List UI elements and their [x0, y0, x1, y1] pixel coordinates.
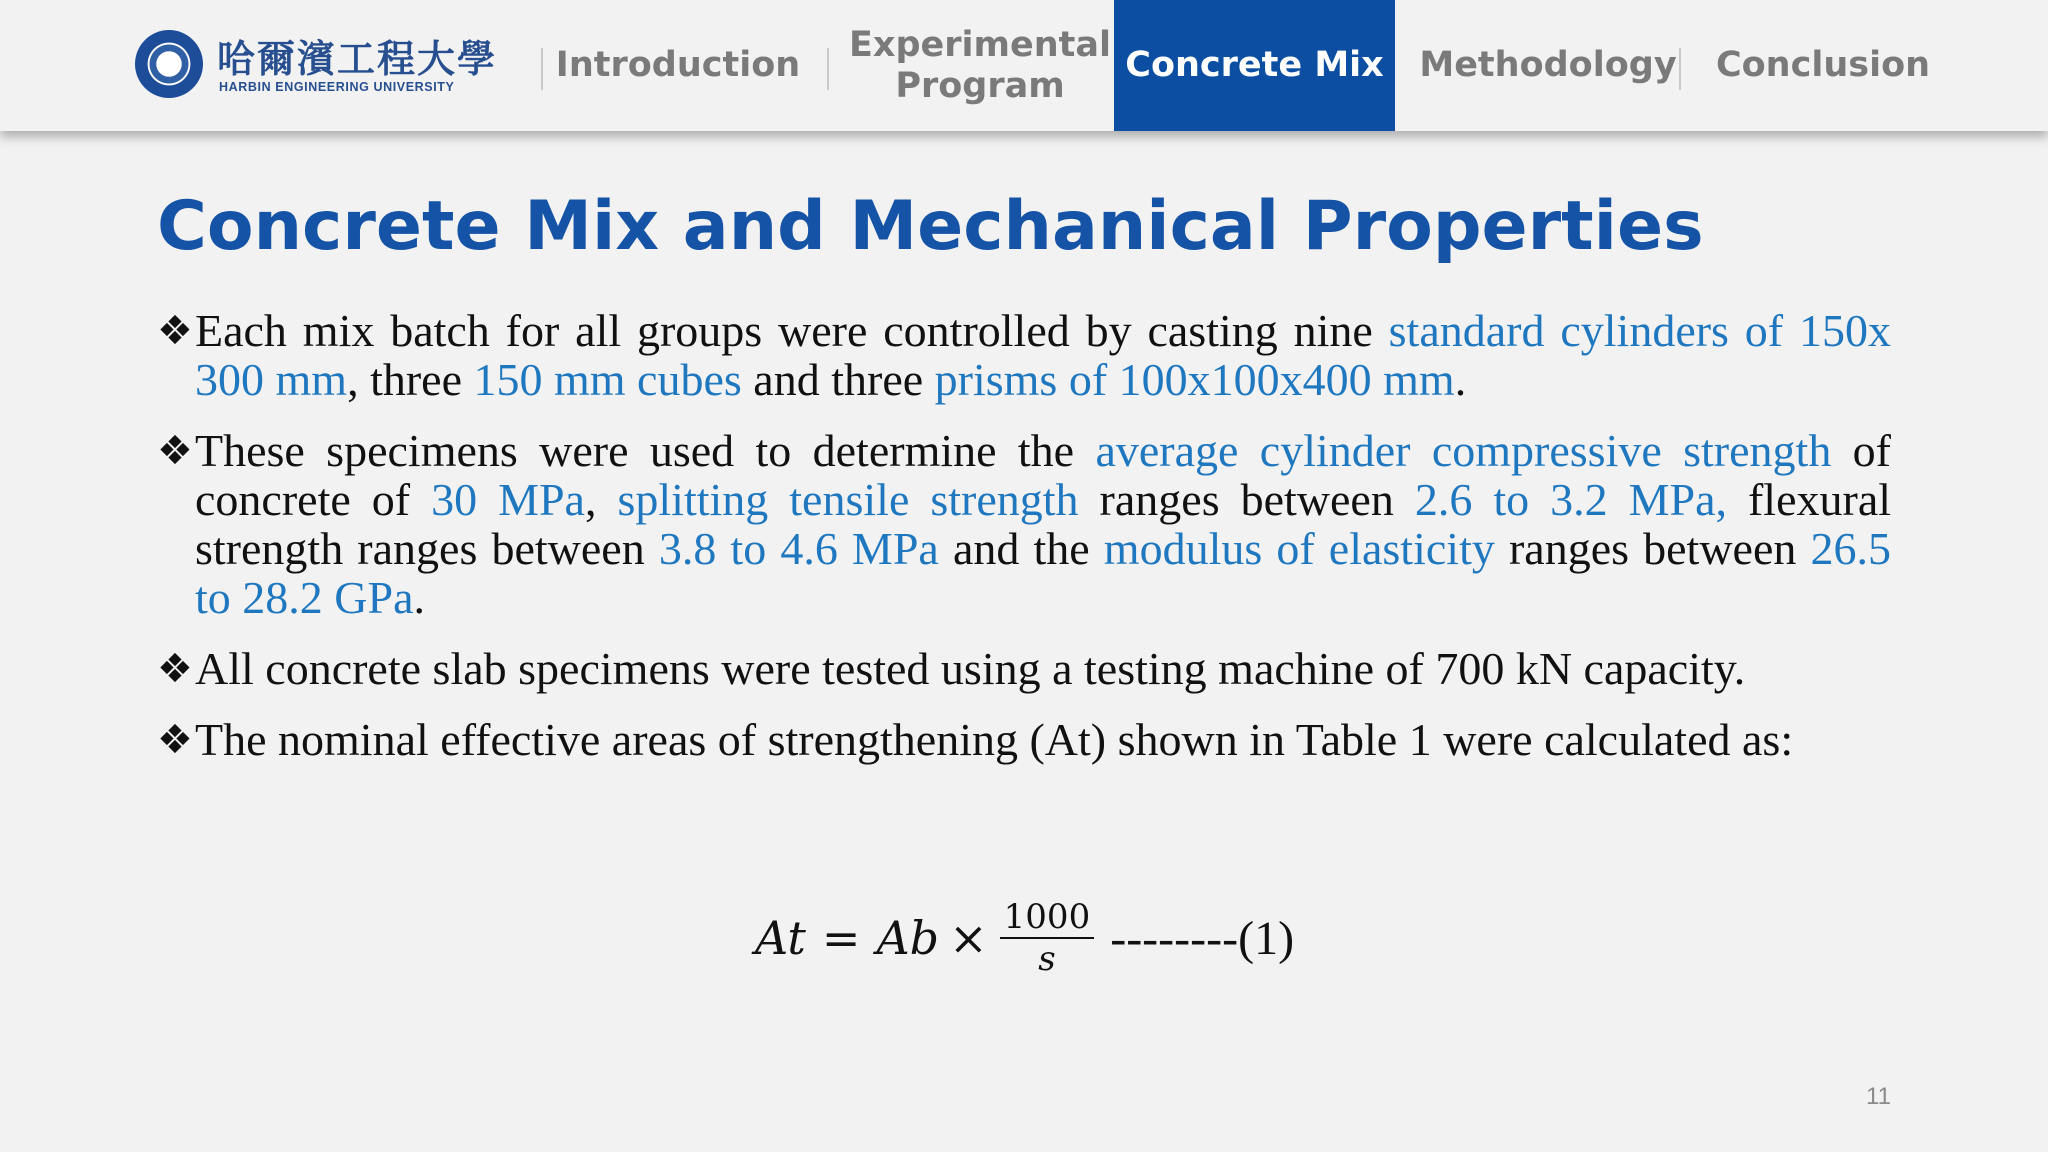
bullet-item: [157, 715, 1891, 764]
fraction-denominator: s: [1038, 939, 1056, 979]
bullet-item: [157, 644, 1891, 693]
logo-chinese-name: 哈爾濱工程大學: [217, 36, 498, 81]
bullet-list: [157, 306, 1891, 786]
nav-divider: [1679, 48, 1681, 90]
tab-conclusion[interactable]: Conclusion: [1715, 45, 1931, 85]
diamond-bullet-icon: ❖: [157, 428, 193, 474]
university-seal-icon: [135, 30, 203, 98]
equation-number: --------(1): [1110, 911, 1295, 965]
body-text: and the: [938, 523, 1104, 574]
body-text: ranges between: [1494, 523, 1811, 574]
body-text: The nominal effective areas of strengthening (At) shown in Table 1 were calculated as:: [195, 714, 1794, 765]
body-text: ranges between: [1078, 474, 1415, 525]
body-text: and three: [741, 354, 935, 405]
body-text: All concrete slab specimens were tested using a testing machine of 700 kN capacity.: [195, 643, 1746, 694]
university-logo[interactable]: [135, 30, 498, 100]
highlighted-text: splitting tensile strength: [617, 474, 1079, 525]
body-text: .: [413, 572, 425, 623]
nav-divider: [541, 48, 543, 90]
tab-introduction[interactable]: Introduction: [555, 45, 801, 85]
body-text: of concrete of: [195, 425, 1891, 525]
equation-times: ×: [949, 911, 988, 965]
highlighted-text: 2.6 to 3.2 MPa,: [1414, 474, 1727, 525]
logo-english-name: HARBIN ENGINEERING UNIVERSITY: [219, 80, 455, 94]
tab-concrete-mix[interactable]: Concrete Mix: [1114, 0, 1395, 131]
highlighted-text: modulus of elasticity: [1103, 523, 1495, 574]
equation-fraction: [1000, 897, 1095, 979]
body-text: Each mix batch for all groups were controlled by casting nine: [195, 305, 1389, 356]
body-text: These specimens were used to determine the: [195, 425, 1096, 476]
equation: [755, 883, 1294, 993]
diamond-bullet-icon: ❖: [157, 308, 193, 354]
body-text: , three: [347, 354, 474, 405]
highlighted-text: 3.8 to 4.6 MPa: [658, 523, 939, 574]
nav-divider: [827, 48, 829, 90]
highlighted-text: average cylinder compressive strength: [1095, 425, 1832, 476]
fraction-numerator: 1000: [1000, 897, 1095, 939]
body-text: ,: [584, 474, 618, 525]
highlighted-text: 150 mm cubes: [473, 354, 742, 405]
highlighted-text: 30 MPa: [431, 474, 585, 525]
body-text: .: [1454, 354, 1467, 405]
equation-equals: =: [821, 911, 861, 965]
page-number: 11: [1866, 1083, 1891, 1110]
highlighted-text: standard cylinders of 150x 300 mm: [195, 305, 1891, 405]
highlighted-text: prisms of 100x100x400 mm: [934, 354, 1455, 405]
highlighted-text: 26.5 to 28.2 GPa: [195, 523, 1891, 623]
body-text: flexural strength ranges between: [195, 474, 1892, 574]
equation-term: Ab: [876, 911, 940, 965]
tab-methodology[interactable]: Methodology: [1419, 45, 1677, 85]
equation-lhs: At: [755, 911, 806, 965]
diamond-bullet-icon: ❖: [157, 646, 193, 692]
tab-experimental-program[interactable]: Experimental Program: [848, 24, 1111, 106]
diamond-bullet-icon: ❖: [157, 717, 193, 763]
bullet-item: [157, 306, 1891, 404]
top-navigation-bar: [0, 0, 2048, 131]
bullet-item: [157, 426, 1891, 622]
slide-title: Concrete Mix and Mechanical Properties: [157, 187, 1704, 266]
